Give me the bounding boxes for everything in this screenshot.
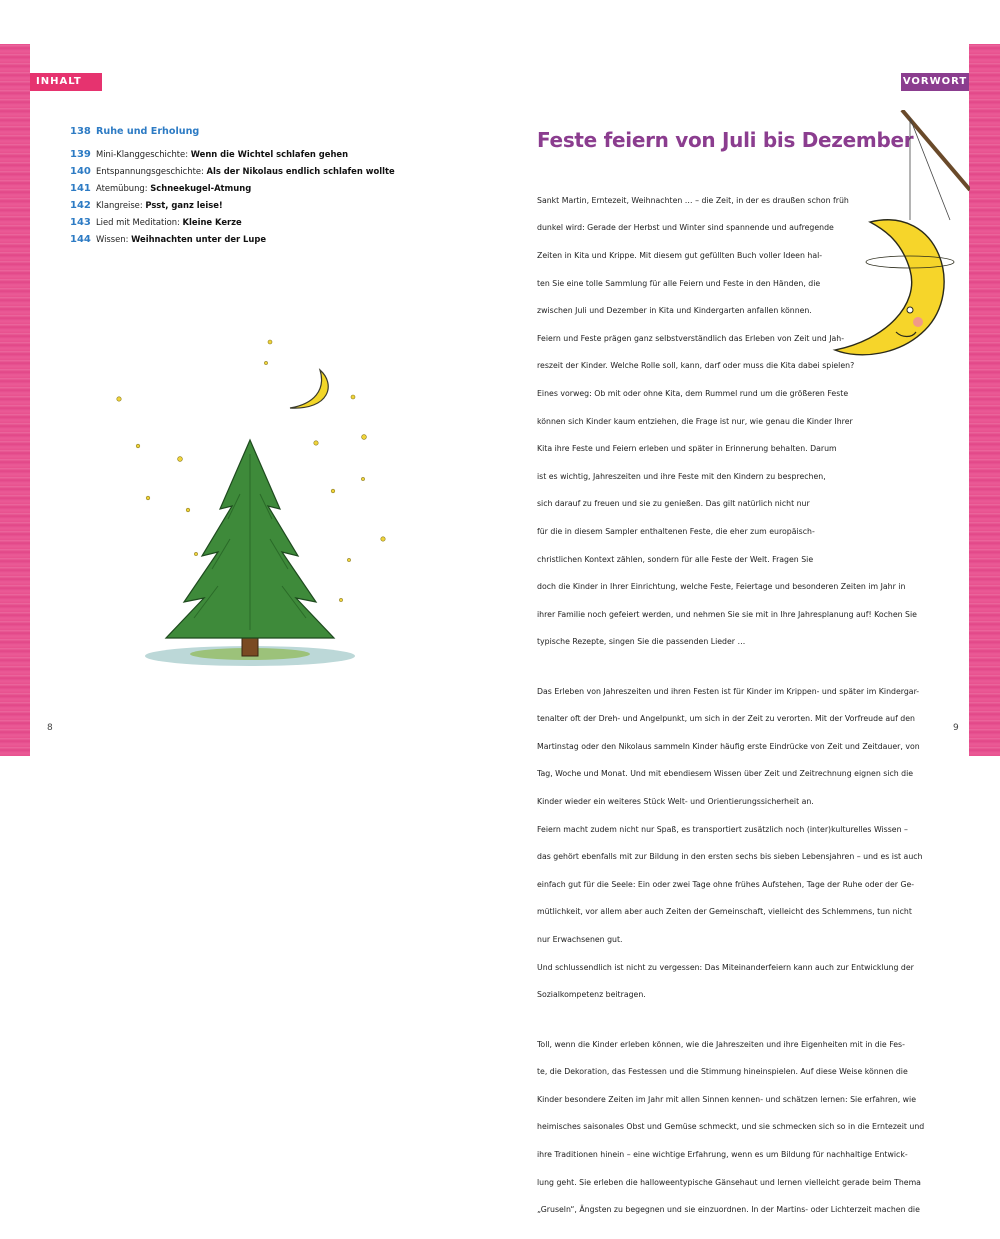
text-line: Martinstag oder den Nikolaus sammeln Kinder häufig erste Eindrücke von Zeit und Zeitdauer, von (537, 741, 920, 751)
left-page-edge (0, 44, 30, 756)
page-title: Feste feiern von Juli bis Dezember (537, 128, 914, 152)
toc-item-type: Atemübung: (96, 183, 148, 193)
text-line: ist es wichtig, Jahreszeiten und ihre Feste mit den Kindern zu besprechen, (537, 471, 826, 481)
text-line: zwischen Juli und Dezember in Kita und Kindergarten anfallen können. (537, 306, 812, 316)
text-line: Toll, wenn die Kinder erleben können, wie die Jahreszeiten und ihre Eigenheiten mit in die Fes- (537, 1039, 905, 1049)
text-line: ihre Traditionen hinein – eine wichtige Erfahrung, wenn es um Bildung für nachhaltige Entwick- (537, 1149, 908, 1159)
toc-page-number: 143 (70, 217, 91, 228)
paragraph (537, 671, 933, 1016)
text-line: Feiern und Feste prägen ganz selbstverständlich das Erleben von Zeit und Jah- (537, 333, 845, 343)
right-page-edge (969, 44, 1000, 756)
text-line: heimisches saisonales Obst und Gemüse schmeckt, und sie schmecken sich so in die Erntezeit und (537, 1122, 925, 1132)
toc-item[interactable] (70, 166, 400, 183)
text-line: Kinder wieder ein weiteres Stück Welt- und Orientierungssicherheit an. (537, 797, 814, 807)
toc-item[interactable] (70, 200, 400, 217)
lantern-stick (902, 110, 970, 190)
toc-item-type: Entspannungsgeschichte: (96, 166, 204, 176)
text-line: Kinder besondere Zeiten im Jahr mit allen Sinnen kennen- und schätzen lernen: Sie erfahren, wie (537, 1094, 917, 1104)
fir-tree-illustration (100, 334, 400, 674)
text-line: Sozialkompetenz beitragen. (537, 990, 646, 1000)
page-number-left: 8 (47, 723, 53, 733)
toc-item-type: Wissen: (96, 234, 129, 244)
toc-item-title: Kleine Kerze (182, 217, 242, 227)
text-line: dunkel wird: Gerade der Herbst und Winter sind spannende und aufregende (537, 223, 834, 233)
text-line: Tag, Woche und Monat. Und mit ebendiesem Wissen über Zeit und Zeitrechnung eignen sich die (537, 769, 914, 779)
page-number-right: 9 (953, 723, 959, 733)
text-line: Kita ihre Feste und Feiern erleben und später in Erinnerung behalten. Darum (537, 444, 837, 454)
text-line: das gehört ebenfalls mit zur Bildung in den ersten sechs bis sieben Lebensjahren – und es ist auch (537, 852, 923, 862)
text-line: reszeit der Kinder. Welche Rolle soll, kann, darf oder muss die Kita dabei spielen? (537, 361, 855, 371)
text-line: typische Rezepte, singen Sie die passenden Lieder … (537, 637, 746, 647)
toc-section-page-number: 138 (70, 126, 91, 137)
toc-item[interactable] (70, 149, 400, 166)
text-line: mütlichkeit, vor allem aber auch Zeiten der Gemeinschaft, vielleicht des Schlemmens, tun nicht (537, 907, 912, 917)
text-line: können sich Kinder kaum entziehen, die Frage ist nur, wie genau die Kinder Ihrer (537, 416, 853, 426)
toc-page-number: 144 (70, 234, 91, 245)
book-spread (0, 44, 1000, 1215)
text-line: für die in diesem Sampler enthaltenen Feste, die eher zum europäisch- (537, 526, 815, 536)
text-line: tenalter oft der Dreh- und Angelpunkt, um sich in der Zeit zu verorten. Mit der Vorfreude auf den (537, 714, 915, 724)
section-tag-inhalt: INHALT (30, 73, 102, 91)
text-line: ten Sie eine tolle Sammlung für alle Feiern und Feste in den Händen, die (537, 278, 821, 288)
section-tag-vorwort: VORWORT (901, 73, 969, 91)
toc-page-number: 142 (70, 200, 91, 211)
toc-item-title: Weihnachten unter der Lupe (131, 234, 267, 244)
toc-item[interactable] (70, 183, 400, 200)
toc-item-type: Lied mit Meditation: (96, 217, 180, 227)
text-line: te, die Dekoration, das Festessen und die Stimmung hineinspielen. Auf diese Weise können die (537, 1067, 908, 1077)
toc-item-type: Klangreise: (96, 200, 143, 210)
foreword-text (537, 180, 933, 1239)
toc-item-type: Mini-Klanggeschichte: (96, 149, 189, 159)
text-line: einfach gut für die Seele: Ein oder zwei Tage ohne frühes Aufstehen, Tage der Ruhe oder der Ge- (537, 879, 915, 889)
toc-page-number: 141 (70, 183, 91, 194)
table-of-contents (70, 126, 400, 251)
paragraph (537, 180, 933, 663)
toc-section[interactable] (70, 126, 400, 143)
text-line: Eines vorweg: Ob mit oder ohne Kita, dem Rummel rund um die größeren Feste (537, 388, 849, 398)
toc-item-title: Schneekugel-Atmung (150, 183, 252, 193)
toc-item[interactable] (70, 234, 400, 251)
text-line: lung geht. Sie erleben die halloweentypische Gänsehaut und lernen vielleicht gerade beim Thema (537, 1177, 921, 1187)
paragraph (537, 1024, 933, 1231)
toc-item-title: Psst, ganz leise! (145, 200, 223, 210)
text-line: Zeiten in Kita und Krippe. Mit diesem gut gefüllten Buch voller Ideen hal- (537, 250, 823, 260)
toc-item-title: Als der Nikolaus endlich schlafen wollte (206, 166, 395, 176)
crescent-moon-icon (290, 370, 328, 408)
toc-section-title: Ruhe und Erholung (96, 126, 200, 137)
text-line: „Gruseln“, Ängsten zu begegnen und sie einzuordnen. In der Martins- oder Lichterzeit machen die (537, 1205, 920, 1215)
toc-item-title: Wenn die Wichtel schlafen gehen (190, 149, 349, 159)
toc-item[interactable] (70, 217, 400, 234)
text-line: ihrer Familie noch gefeiert werden, und nehmen Sie sie mit in Ihre Jahresplanung auf! Kochen Sie (537, 609, 917, 619)
toc-page-number: 140 (70, 166, 91, 177)
text-line: Sankt Martin, Erntezeit, Weihnachten … – die Zeit, in der es draußen schon früh (537, 195, 849, 205)
text-line: sich darauf zu freuen und sie zu genießen. Das gilt natürlich nicht nur (537, 499, 810, 509)
toc-page-number: 139 (70, 149, 91, 160)
text-line: Und schlussendlich ist nicht zu vergessen: Das Miteinanderfeiern kann auch zur Entwicklung der (537, 962, 914, 972)
text-line: doch die Kinder in Ihrer Einrichtung, welche Feste, Feiertage und besonderen Zeiten im Jahr in (537, 582, 906, 592)
text-line: Das Erleben von Jahreszeiten und ihren Festen ist für Kinder im Krippen- und später im Kindergar- (537, 686, 920, 696)
text-line: christlichen Kontext zählen, sondern für alle Feste der Welt. Fragen Sie (537, 554, 814, 564)
text-line: nur Erwachsenen gut. (537, 935, 623, 945)
text-line: Feiern macht zudem nicht nur Spaß, es transportiert zusätzlich noch (inter)kulturelles Wissen – (537, 824, 908, 834)
